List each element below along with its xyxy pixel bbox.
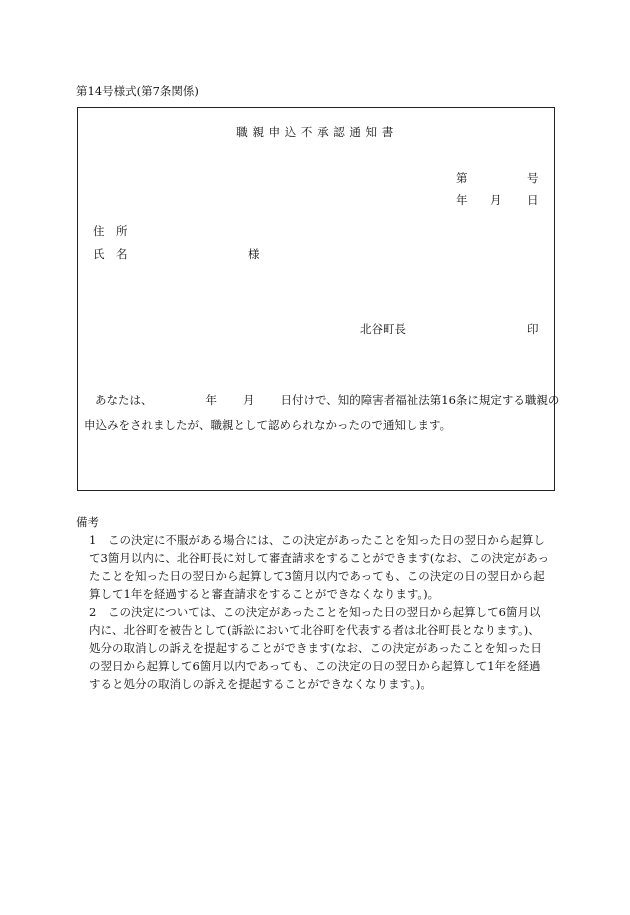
form-number-label: 第14号様式(第7条関係) bbox=[76, 84, 199, 98]
body-date-clause: 日付けで、知的障害者福祉法第16条に規定する職親の bbox=[280, 393, 560, 407]
note-text-line: すると処分の取消しの訴えを提起することができなくなります。)。 bbox=[89, 677, 432, 691]
note-text-line: 算して1年を経過すると審査請求をすることができなくなります。)。 bbox=[89, 587, 440, 601]
body-line-1 bbox=[95, 393, 559, 407]
body-year-label: 年 bbox=[205, 393, 217, 407]
issuer-title: 北谷町長 bbox=[360, 322, 406, 336]
address-label: 住 所 bbox=[93, 224, 128, 238]
note-number: 2 bbox=[89, 605, 97, 619]
date-month-label: 月 bbox=[490, 193, 502, 207]
honorific-sama: 様 bbox=[248, 247, 260, 261]
document-title: 職 親 申 込 不 承 認 通 知 書 bbox=[236, 125, 394, 139]
notes-heading: 備考 bbox=[76, 515, 99, 529]
document-number-prefix: 第 bbox=[456, 171, 468, 185]
notice-frame bbox=[77, 107, 555, 491]
date-year-label: 年 bbox=[456, 193, 468, 207]
note-text-line: の翌日から起算して6箇月以内であっても、この決定の日の翌日から起算して1年を経過 bbox=[89, 659, 541, 673]
name-label: 氏 名 bbox=[93, 247, 128, 261]
body-month-label: 月 bbox=[243, 393, 255, 407]
date-day-label: 日 bbox=[527, 193, 539, 207]
document-number-suffix: 号 bbox=[527, 171, 539, 185]
note-text-line: 処分の取消しの訴えを提起することができます(なお、この決定があったことを知った日 bbox=[89, 641, 542, 655]
note-text-line: 内に、北谷町を被告として(訴訟において北谷町を代表する者は北谷町長となります。)、 bbox=[89, 623, 540, 637]
note-text-line: て3箇月以内に、北谷町長に対して審査請求をすることができます(なお、この決定があっ bbox=[89, 551, 550, 565]
body-line-2: 申込みをされましたが、職親として認められなかったので通知します。 bbox=[84, 418, 452, 432]
seal-mark: 印 bbox=[527, 322, 539, 336]
note-text-line: この決定については、この決定があったことを知った日の翌日から起算して6箇月以 bbox=[108, 605, 541, 619]
note-number: 1 bbox=[89, 533, 97, 547]
body-intro: あなたは、 bbox=[95, 393, 153, 407]
note-text-line: たことを知った日の翌日から起算して3箇月以内であっても、この決定の日の翌日から起 bbox=[89, 569, 545, 583]
note-text-line: この決定に不服がある場合には、この決定があったことを知った日の翌日から起算し bbox=[108, 533, 545, 547]
